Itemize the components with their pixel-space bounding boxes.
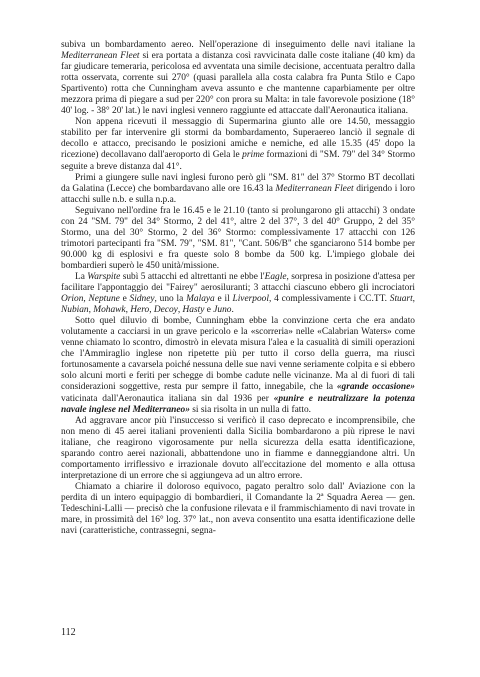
paragraph-8: Chiamato a chiarire il doloroso equivoco, pagato peraltro solo dall' Aviazione con la perdita di un intero equipaggio di bombardieri, il Comandante la 2ª Squadra Aerea — gen. Tedeschini-Lalli — precisò che la confusione rilevata e il frammischiamento di navi trovate in mare, in prossimità del 16° log. 37° lat., non aveva consentito una esatta identificazione delle navi (caratteristiche, contrassegni, segna- — [61, 481, 415, 537]
paragraph-1: subiva un bombardamento aereo. Nell'operazione di inseguimento delle navi italiane la Mediterranean Fleet si era portata a distanza così ravvicinata dalle coste italiane (40 km) da far giudicare temeraria, pericolosa ed avventata una simile decisione, accentuata peraltro dalla rotta osservata, corrente sui 270° (quasi parallela alla costa calabra fra Punta Stilo e Capo Spartivento) rotta che Cunningham aveva assunto e che mantenne caparbiamente per oltre mezzora prima di piegare a sud per 220° con prora su Malta: in tale favorevole posizione (18° 40' log. - 38° 20' lat.) le navi inglesi vennero raggiunte ed attaccate dall'Aeronautica italiana. — [61, 40, 415, 117]
paragraph-4: Seguivano nell'ordine fra le 16.45 e le 21.10 (tanto si prolungarono gli attacchi) 3 ondate con 24 "SM. 79" del 34° Stormo, 2 del 41°, altre 2 del 37°, 3 del 40° Gruppo, 2 del 35° Stormo, una del 30° Stormo, 2 del 36° Stormo: complessivamente 17 attacchi con 126 trimotori partecipanti fra "SM. 79", "SM. 81", "Cant. 506/B" che sganciarono 514 bombe per 90.000 kg di esplosivi e fra queste solo 8 bombe da 500 kg. L'impiego globale dei bombardieri superò le 450 unità/missione. — [61, 205, 415, 271]
paragraph-3: Primi a giungere sulle navi inglesi furono però gli "SM. 81" del 37° Stormo BT decollati da Galatina (Lecce) che bombardavano alle ore 16.43 la Mediterranean Fleet dirigendo i loro attacchi sulle n.b. e sulla n.p.a. — [61, 172, 415, 205]
paragraph-6: Sotto quel diluvio di bombe, Cunningham ebbe la convinzione certa che era andato volutamente a cacciarsi in un grave pericolo e la «scorreria» nelle «Calabrian Waters» come venne chiamato lo scontro, dimostrò in elevata misura l'alea e la casualità di simili operazioni che l'Ammiraglio inglese non ripetette più per tutto il corso della guerra, ma riuscì fortunosamente a cavarsela poiché nessuna delle sue navi venne seriamente colpita e si ebbero solo alcuni morti e feriti per schegge di bombe cadute nelle vicinanze. Ma al di fuori di tali considerazioni soggettive, resta pur sempre il fatto, innegabile, che la «grande occasione» vaticinata dall'Aeronautica italiana sin dal 1936 per «punire e neutralizzare la potenza navale inglese nel Mediterraneo» si sia risolta in un nulla di fatto. — [61, 316, 415, 415]
paragraph-7: Ad aggravare ancor più l'insuccesso si verificò il caso deprecato e incomprensibile, che non meno di 45 aerei italiani provenienti dalla Sicilia bombardarono a più riprese le navi italiane, che reagirono vigorosamente pur nella sicurezza della esatta identificazione, sparando contro aerei nazionali, abbattendone uno in fiamme e danneggiandone altri. Un comportamento irriflessivo e irrazionale dovuto all'eccitazione del momento e alla ottusa interpretazione di un errore che si aggiungeva ad un altro errore. — [61, 415, 415, 481]
body-text — [61, 40, 415, 537]
paragraph-5: La Warspite subì 5 attacchi ed altrettanti ne ebbe l'Eagle, sorpresa in posizione d'attesa per facilitare l'appontaggio dei "Fairey" aerosiluranti; 3 attacchi ciascuno ebbero gli incrociatori Orion, Neptune e Sidney, uno la Malaya e il Liverpool, 4 complessivamente i CC.TT. Stuart, Nubian, Mohawk, Hero, Decoy, Hasty e Juno. — [61, 271, 416, 316]
paragraph-2: Non appena ricevuti il messaggio di Supermarina giunto alle ore 14.50, messaggio stabilito per far intervenire gli stormi da bombardamento, Superaereo lanciò il segnale di decollo e attacco, precisando le posizioni amiche e nemiche, ed alle 15.35 (45' dopo la ricezione) decollavano dall'aeroporto di Gela le prime formazioni di "SM. 79" del 34° Stormo seguite a breve distanza dal 41°. — [61, 117, 416, 172]
page-number: 112 — [61, 627, 76, 638]
